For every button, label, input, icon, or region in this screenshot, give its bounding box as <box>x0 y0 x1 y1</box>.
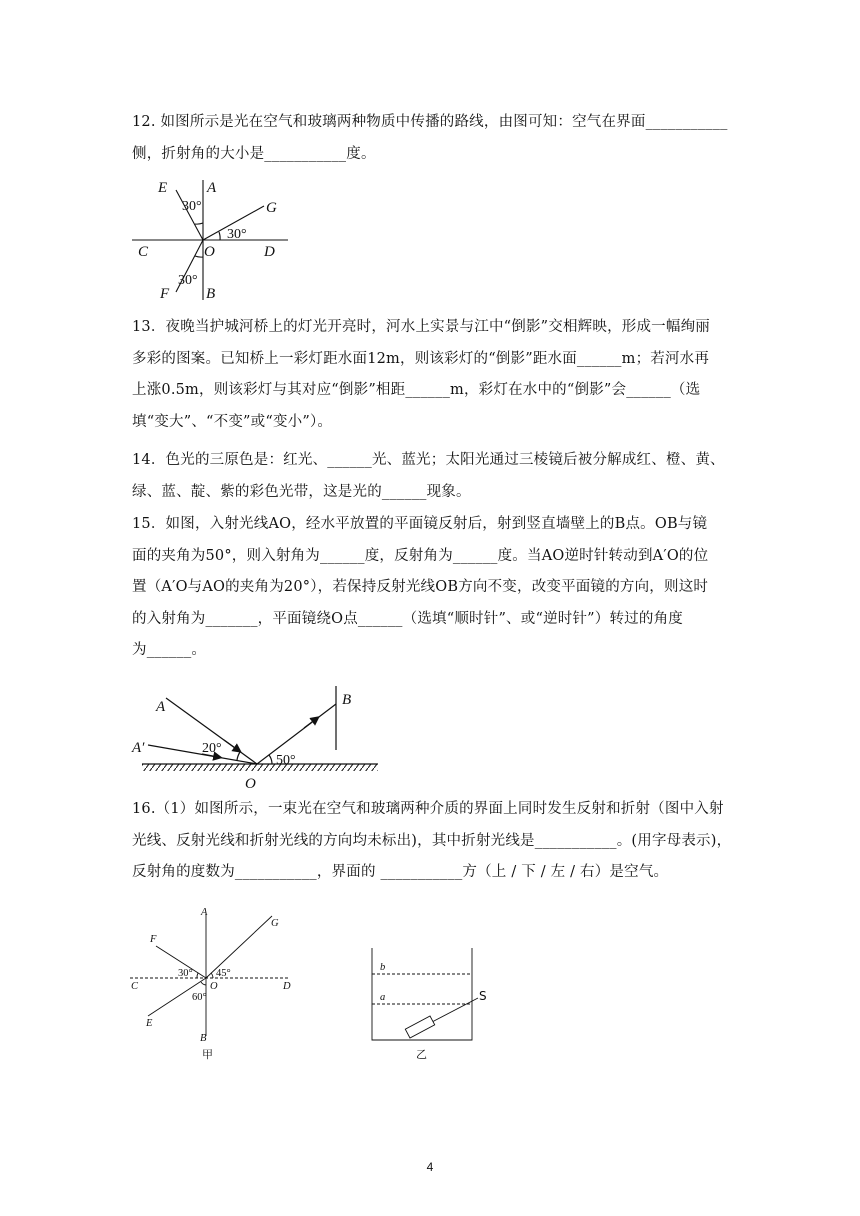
q16-line-2: 光线、反射光线和折射光线的方向均未标出)，其中折射光线是___________。(用字母表示)， <box>132 832 732 849</box>
q12-ray-EO <box>176 190 203 240</box>
q16-line-3: 反射角的度数为___________，界面的 ___________方（上 / 下 / 左 / 右）是空气。 <box>132 864 669 880</box>
q15-arrow-AO <box>224 740 238 750</box>
q16-jia-angle-45: 45° <box>216 968 231 979</box>
q15-angle-50: 50° <box>276 753 296 768</box>
q12-angle-right: 30° <box>227 227 247 242</box>
q16-figure-jia <box>128 900 308 1060</box>
q15-arc-50 <box>269 755 272 764</box>
q12-figure <box>128 176 328 306</box>
question-15 <box>132 509 732 667</box>
q16-yi-caption: 乙 <box>416 1048 427 1061</box>
q16-jia-label-B: B <box>200 1033 207 1044</box>
q13-line-1: 13．夜晚当护城河桥上的灯光开亮时，河水上实景与江中“倒影”交相辉映，形成一幅绚丽 <box>132 319 710 335</box>
q12-arc-bottom <box>195 256 203 257</box>
q16-jia-arc-30 <box>197 973 198 978</box>
q15-mirror-hatching <box>142 764 378 771</box>
q15-label-A: A <box>156 699 166 715</box>
q16-jia-label-A: A <box>201 907 208 918</box>
question-13 <box>132 312 732 438</box>
q12-angle-top: 30° <box>182 199 202 214</box>
q16-yi-label-a: a <box>380 992 386 1003</box>
q16-jia-angle-30: 30° <box>178 968 193 979</box>
q16-jia-arc-45 <box>211 973 213 978</box>
q12-angle-bottom: 30° <box>178 273 198 288</box>
q12-line-1: 12. 如图所示是光在空气和玻璃两种物质中传播的路线，由图可知：空气在界面___________ <box>132 114 728 130</box>
q15-line-1: 15．如图，入射光线AO，经水平放置的平面镜反射后，射到竖直墙壁上的B点。OB与镜 <box>132 516 708 532</box>
q16-jia-label-O: O <box>210 981 218 992</box>
q16-jia-label-F: F <box>150 934 157 945</box>
q16-jia-label-D: D <box>283 981 291 992</box>
q12-label-G: G <box>266 200 277 216</box>
q12-label-F: F <box>160 286 170 302</box>
q12-label-B: B <box>206 286 216 302</box>
q12-line-2: 侧，折射角的大小是___________度。 <box>132 145 376 162</box>
q16-yi-label-S: S <box>479 989 487 1003</box>
q15-line-5: 为______。 <box>132 642 207 658</box>
q16-jia-label-C: C <box>131 981 139 992</box>
q14-line-1: 14．色光的三原色是：红光、______光、蓝光；太阳光通过三棱镜后被分解成红、橙、黄、 <box>132 452 725 468</box>
q16-jia-label-E: E <box>146 1018 153 1029</box>
q13-line-4: 填“变大”、“不变”或“变小”）。 <box>132 413 333 430</box>
question-16 <box>132 794 732 889</box>
q15-line-4: 的入射角为_______，平面镜绕O点______（选填“顺时针”、或“逆时针”）转过的角度 <box>132 610 683 627</box>
q12-label-A: A <box>207 180 217 196</box>
q15-line-2: 面的夹角为50°，则入射角为______度，反射角为______度。当AO逆时针转动到A′O的位 <box>132 547 709 564</box>
q12-label-E: E <box>158 180 168 196</box>
q15-arrow-OB <box>304 719 316 728</box>
q15-label-B: B <box>342 692 352 708</box>
q16-yi-label-b: b <box>380 962 386 973</box>
q14-line-2: 绿、蓝、靛、紫的彩色光带，这是光的______现象。 <box>132 483 471 500</box>
q15-figure <box>128 680 388 790</box>
q16-jia-caption: 甲 <box>202 1048 213 1061</box>
q15-line-3: 置（A′O与AO的夹角为20°），若保持反射光线OB方向不变，改变平面镜的方向，则这时 <box>132 579 709 595</box>
q12-label-O: O <box>204 244 215 260</box>
q15-label-A-prime: A′ <box>132 740 145 756</box>
q12-label-D: D <box>264 244 275 260</box>
q16-jia-label-G: G <box>271 918 279 929</box>
q15-ray-OB <box>257 704 336 764</box>
q13-line-2: 多彩的图案。已知桥上一彩灯距水面12m，则该彩灯的“倒影”距水面______m；若河水再 <box>132 350 710 367</box>
question-14 <box>132 445 732 508</box>
q12-label-C: C <box>138 244 149 260</box>
q16-figure-yi <box>366 940 516 1070</box>
q15-label-O: O <box>245 776 256 792</box>
q15-angle-20: 20° <box>202 741 222 756</box>
q15-arc-20 <box>237 752 240 760</box>
q16-jia-arc-60 <box>201 982 206 985</box>
page-number: 4 <box>426 1160 434 1174</box>
q16-yi-rod <box>432 998 478 1022</box>
q12-arc-top <box>195 223 203 224</box>
q13-line-3: 上涨0.5m，则该彩灯与其对应“倒影”相距______m，彩灯在水中的“倒影”会______（选 <box>132 382 701 398</box>
q16-line-1: 16.（1）如图所示，一束光在空气和玻璃两种介质的界面上同时发生反射和折射（图中入射 <box>132 801 724 817</box>
q16-yi-light-source <box>405 1016 434 1038</box>
question-12 <box>132 107 732 170</box>
q16-jia-angle-60: 60° <box>192 992 207 1003</box>
q12-arc-right <box>219 232 220 240</box>
